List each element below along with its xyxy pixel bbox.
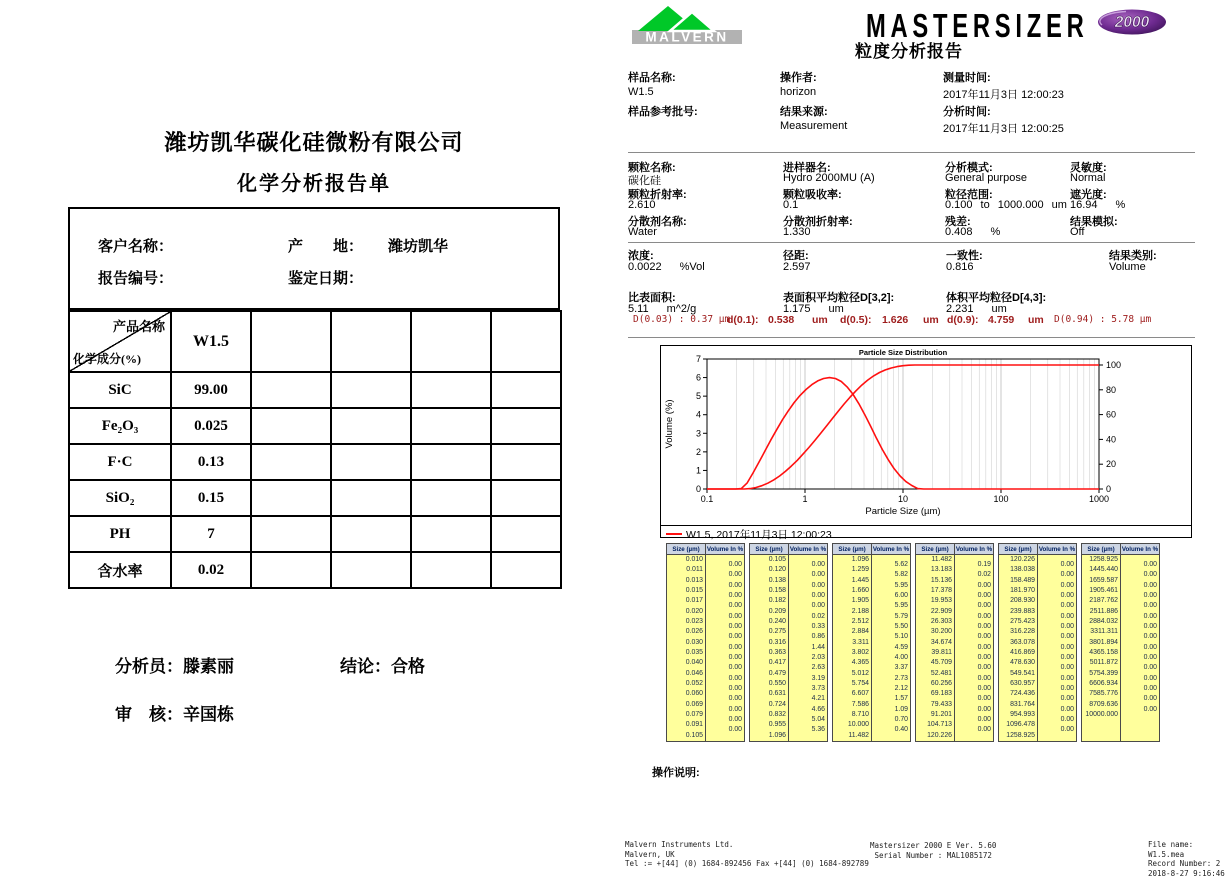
logo-text: MALVERN [645,30,728,45]
footer-software [870,841,996,860]
size-column: 0.105 0.120 0.138 0.158 0.182 0.209 0.240 0.275 0.316 0.363 0.417 0.479 0.550 0.631 0.724 0.832 0.955 1.096 [750,555,789,741]
corner-bottom-label: 化学成分(%) [73,350,141,367]
result-type: Volume [1109,261,1195,275]
chem-row [69,552,561,588]
date-label: 鉴定日期： [288,267,363,288]
d003-value: D(0.03) : 0.37 μm [633,314,730,325]
size-column-header: Size (µm) [1082,544,1121,554]
particle-label: 颗粒名称: [628,159,783,172]
size-column-header: Size (µm) [667,544,706,554]
size-column-header: Size (µm) [999,544,1038,554]
legend-text: W1.5, 2017年11月3日 12:00:23 [686,527,832,542]
separator [628,152,1195,153]
svg-text:0.1: 0.1 [701,494,714,504]
svg-text:1: 1 [802,494,807,504]
volume-column: 0.00 0.00 0.00 0.00 0.00 0.02 0.33 0.86 1.44 2.03 2.63 3.19 3.73 4.21 4.66 5.04 5.36 [789,555,827,741]
source: Measurement [780,120,943,137]
d094-value: D(0.94) : 5.78 μm [1054,314,1151,325]
volume-column: 0.00 0.00 0.00 0.00 0.00 0.00 0.00 0.00 0.00 0.00 0.00 0.00 0.00 0.00 0.00 [1121,555,1159,741]
svg-text:40: 40 [1106,434,1116,444]
sample-name: W1.5 [628,86,780,103]
company-title: 潍坊凯华碳化硅微粉有限公司 [68,126,560,157]
d43: 2.231 um [946,303,1109,317]
chem-row [69,372,561,408]
operator-label: 操作者: [780,69,943,86]
component-value: 0.15 [171,480,251,516]
separator [628,337,1195,338]
component-name: PH [69,516,171,552]
footer-serial-number: Serial Number : MAL1085172 [870,851,996,861]
chem-table [68,310,562,589]
simulation: Off [1070,226,1195,239]
d50-value: 1.626 [882,314,908,326]
svg-text:10: 10 [898,494,908,504]
size-table [832,543,911,742]
corner-top-label: 产品名称 [113,316,165,335]
d50-unit: um [923,314,939,326]
svg-text:0: 0 [696,484,701,494]
mode-label: 分析模式: [945,159,1070,172]
chem-row [69,444,561,480]
batch [628,120,780,137]
dispersant-label: 分散剂名称: [628,213,783,226]
component-value: 0.13 [171,444,251,480]
svg-text:60: 60 [1106,410,1116,420]
badge-text: 2000 [1114,14,1150,31]
uniformity: 0.816 [946,261,1109,275]
ssa: 5.11 m^2/g [628,303,783,317]
footer-software-version: Mastersizer 2000 E Ver. 5.60 [870,841,996,851]
component-name: SiO₂ [69,480,171,516]
size-table [1081,543,1160,742]
malvern-logo [630,4,746,46]
residual: 0.408 % [945,226,1070,239]
uniformity-label: 一致性: [946,247,1109,261]
obscuration: 16.94 % [1070,199,1195,212]
d32-label: 表面积平均粒径D[3,2]: [783,289,946,303]
sensitivity: Normal [1070,172,1195,185]
accessory-label: 进样器名: [783,159,945,172]
volume-column-header: Volume In % [1038,544,1076,554]
footer-company-name: Malvern Instruments Ltd. [625,840,869,850]
measured-time: 2017年11月3日 12:00:23 [943,86,1195,103]
d10-value: 0.538 [768,314,794,326]
psd-chart-svg [661,346,1191,520]
svg-text:100: 100 [993,494,1008,504]
concentration: 0.0022 %Vol [628,261,783,275]
svg-text:80: 80 [1106,385,1116,395]
volume-column-header: Volume In % [706,544,744,554]
accessory: Hydro 2000MU (A) [783,172,945,185]
analysed-time-label: 分析时间: [943,103,1195,120]
ri-label: 颗粒折射率: [628,186,783,199]
dispersant: Water [628,226,783,239]
chart-legend [661,525,1191,542]
result-type-label: 结果类别: [1109,247,1195,261]
size-table [666,543,745,742]
simulation-label: 结果模拟: [1070,213,1195,226]
d10-label: d(0.1): [727,314,759,326]
footer-print-datetime: 2018-8-27 9:16:46 [1148,869,1230,878]
footer-company-city: Malvern, UK [625,850,869,860]
ssa-label: 比表面积: [628,289,783,303]
footer-file-name: File name: W1.5.mea [1148,840,1230,859]
component-value: 99.00 [171,372,251,408]
badge-2000 [1096,8,1168,36]
component-name: Fe₂O₃ [69,408,171,444]
span-label: 径距: [783,247,946,261]
analyst-signature: 分析员：滕素丽 [115,652,234,677]
svg-text:1: 1 [696,465,701,475]
operator: horizon [780,86,943,103]
footer-company-tel: Tel := +[44] (0) 1684-892456 Fax +[44] (0) 1684-892789 [625,859,869,869]
result-section [628,247,1195,317]
size-table [998,543,1077,742]
d90-value: 4.759 [988,314,1014,326]
svg-text:100: 100 [1106,360,1121,370]
origin-label: 产 地： [288,235,363,256]
footer-file [1148,840,1230,878]
size-column-header: Size (µm) [916,544,955,554]
corner-cell [69,311,171,372]
customer-label: 客户名称： [98,235,173,256]
sample-name-label: 样品名称: [628,69,780,86]
dispersant-ri: 1.330 [783,226,945,239]
size-column-header: Size (µm) [750,544,789,554]
conclusion: 结论：合格 [340,652,425,677]
d43-label: 体积平均粒径D[4,3]: [946,289,1109,303]
obscuration-label: 遮光度: [1070,186,1195,199]
absorption: 0.1 [783,199,945,212]
product-name: W1.5 [171,311,251,372]
chem-header-row [69,311,561,372]
reviewer-signature: 审 核：辛国栋 [115,700,234,725]
source-label: 结果来源: [780,103,943,120]
notes-label: 操作说明: [652,764,700,780]
size-column: 120.226 138.038 158.489 181.970 208.930 239.883 275.423 316.228 363.078 416.869 478.630 549.541 630.957 724.436 831.764 954.993 1096.478 1258.925 [999,555,1038,741]
d90-unit: um [1028,314,1044,326]
d10-unit: um [812,314,828,326]
size-column: 1258.925 1445.440 1659.587 1905.461 2187.762 2511.886 2884.032 3311.311 3801.894 4365.158 5011.872 5754.399 6606.934 7585.776 8709.636 10000.000 [1082,555,1121,741]
svg-text:1000: 1000 [1089,494,1109,504]
batch-label: 样品参考批号: [628,103,780,120]
absorption-label: 颗粒吸收率: [783,186,945,199]
volume-column-header: Volume In % [872,544,910,554]
volume-column: 0.00 0.00 0.00 0.00 0.00 0.00 0.00 0.00 0.00 0.00 0.00 0.00 0.00 0.00 0.00 0.00 0.00 [1038,555,1076,741]
d90-label: d(0.9): [947,314,979,326]
volume-column-header: Volume In % [789,544,827,554]
svg-text:6: 6 [696,373,701,383]
size-table [915,543,994,742]
mode: General purpose [945,172,1070,185]
d32: 1.175 um [783,303,946,317]
setup-section [628,159,1195,239]
range-label: 粒径范围: [945,186,1070,199]
svg-text:3: 3 [696,428,701,438]
size-column-header: Size (µm) [833,544,872,554]
component-value: 7 [171,516,251,552]
dispersant-ri-label: 分散剂折射率: [783,213,945,226]
volume-column: 0.00 0.00 0.00 0.00 0.00 0.00 0.00 0.00 0.00 0.00 0.00 0.00 0.00 0.00 0.00 0.00 0.00 [706,555,744,741]
psd-report-title: 粒度分析报告 [855,37,963,62]
analysed-time: 2017年11月3日 12:00:25 [943,120,1195,137]
mastersizer-wordmark: MASTERSIZER [866,8,1088,46]
report-title: 化学分析报告单 [68,167,560,196]
component-name: F·C [69,444,171,480]
chem-row [69,480,561,516]
ri: 2.610 [628,199,783,212]
component-name: SiC [69,372,171,408]
residual-label: 残差: [945,213,1070,226]
size-column: 1.096 1.259 1.445 1.660 1.905 2.188 2.512 2.884 3.311 3.802 4.365 5.012 5.754 6.607 7.586 8.710 10.000 11.482 [833,555,872,741]
particle: 碳化硅 [628,172,783,185]
measured-time-label: 测量时间: [943,69,1195,86]
span: 2.597 [783,261,946,275]
psd-chart-box [660,345,1192,538]
svg-text:7: 7 [696,354,701,364]
volume-column-header: Volume In % [955,544,993,554]
footer-record-number: Record Number: 2 [1148,859,1230,869]
svg-text:0: 0 [1106,484,1111,494]
svg-text:20: 20 [1106,459,1116,469]
svg-text:Particle Size Distribution: Particle Size Distribution [859,348,948,357]
separator [628,242,1195,243]
component-name: 含水率 [69,552,171,588]
report-no-label: 报告编号： [98,267,173,288]
concentration-label: 浓度: [628,247,783,261]
svg-text:4: 4 [696,410,701,420]
volume-column: 5.62 5.82 5.95 6.00 5.95 5.79 5.50 5.10 4.59 4.00 3.37 2.73 2.12 1.57 1.09 0.70 0.40 [872,555,910,741]
component-value: 0.02 [171,552,251,588]
range: 0.100 to 1000.000 um [945,199,1070,212]
left-report [68,0,560,870]
size-tables [666,543,1160,742]
size-table [749,543,828,742]
customer-info-box [68,207,560,310]
component-value: 0.025 [171,408,251,444]
size-column: 11.482 13.183 15.136 17.378 19.953 22.909 26.303 30.200 34.674 39.811 45.709 52.481 60.256 69.183 79.433 91.201 104.713 120.226 [916,555,955,741]
svg-text:5: 5 [696,391,701,401]
origin-value: 潍坊凯华 [388,235,448,256]
svg-text:Volume (%): Volume (%) [664,399,675,448]
volume-column-header: Volume In % [1121,544,1159,554]
legend-line-icon [666,533,682,535]
chem-row [69,408,561,444]
size-column: 0.010 0.011 0.013 0.015 0.017 0.020 0.023 0.026 0.030 0.035 0.040 0.046 0.052 0.060 0.069 0.079 0.091 0.105 [667,555,706,741]
svg-text:Particle Size (µm): Particle Size (µm) [865,506,940,517]
sample-section [628,69,1195,137]
volume-column: 0.19 0.02 0.00 0.00 0.00 0.00 0.00 0.00 0.00 0.00 0.00 0.00 0.00 0.00 0.00 0.00 0.00 [955,555,993,741]
d50-label: d(0.5): [840,314,872,326]
footer-company [625,840,869,869]
svg-text:2: 2 [696,447,701,457]
sensitivity-label: 灵敏度: [1070,159,1195,172]
chem-row [69,516,561,552]
